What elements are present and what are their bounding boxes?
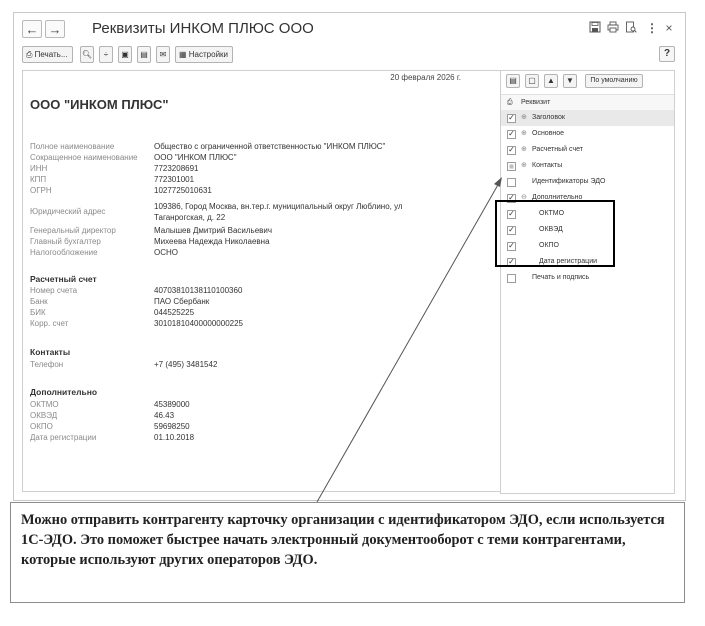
section-bank-title: Расчетный счет	[30, 274, 97, 284]
row-value: ОСНО	[154, 248, 178, 257]
magnifier-icon: 🔍︎	[81, 50, 93, 59]
section-contacts-title: Контакты	[30, 347, 71, 357]
row-label: ОГРН	[30, 186, 52, 195]
row-label: Дата регистрации	[30, 433, 97, 442]
row-value: Михеева Надежда Николаевна	[154, 237, 270, 246]
row-value: 30101810400000000225	[154, 319, 243, 328]
checkbox[interactable]: ✓	[508, 145, 515, 154]
row-label: Генеральный директор	[30, 226, 116, 235]
panel-row-label: Дата регистрации	[539, 258, 598, 265]
document-date: 20 февраля 2026 г.	[390, 73, 461, 82]
row-label: Корр. счет	[30, 319, 69, 328]
checkbox[interactable]: ✓	[508, 225, 515, 234]
row-value: ПАО Сбербанк	[154, 297, 210, 306]
row-label: Налогообложение	[30, 248, 98, 257]
row-label: БИК	[30, 308, 46, 317]
expand-icon[interactable]: ⊕	[521, 114, 527, 121]
row-value: +7 (495) 3481542	[154, 360, 218, 369]
panel-row-label: Печать и подпись	[532, 274, 590, 281]
row-label: ОКТМО	[30, 400, 59, 409]
row-label: Банк	[30, 297, 48, 306]
row-value: 45389000	[154, 400, 190, 409]
row-value: 46.43	[154, 411, 175, 420]
help-button[interactable]: ?	[659, 46, 675, 62]
panel-row-label: Контакты	[532, 162, 563, 169]
checkbox[interactable]: ✓	[508, 129, 515, 138]
row-value: Общество с ограниченной ответственностью "ИНКОМ ПЛЮС"	[154, 142, 386, 151]
panel-row-label: ОКПО	[539, 242, 559, 249]
row-value: 01.10.2018	[154, 433, 195, 442]
panel-row-label: Расчетный счет	[532, 146, 583, 153]
settings-small-icon: ▦	[179, 50, 189, 59]
panel-row-label: Идентификаторы ЭДО	[532, 178, 606, 185]
column-header-label: Реквизит	[521, 99, 551, 106]
expand-icon[interactable]: ⊕	[521, 162, 527, 169]
row-label: ИНН	[30, 164, 48, 173]
row-value: 59698250	[154, 422, 190, 431]
row-label: Телефон	[30, 360, 64, 369]
row-value: 044525225	[154, 308, 195, 317]
row-label: ОКПО	[30, 422, 53, 431]
row-label: Юридический адрес	[30, 207, 106, 216]
print-small-icon: ⎙	[26, 50, 35, 59]
checkbox[interactable]: ✓	[508, 113, 515, 122]
settings-button-label: Настройки	[188, 50, 229, 59]
checkbox[interactable]: ✓	[508, 257, 515, 266]
row-value: Малышев Дмитрий Васильевич	[154, 226, 273, 235]
address-line1: 109386, Город Москва, вн.тер.г. муниципальный округ Люблино, ул	[154, 202, 403, 211]
row-label: Номер счета	[30, 286, 78, 295]
row-label: Сокращенное наименование	[30, 153, 138, 162]
print-column-icon: ⎙	[507, 99, 513, 106]
default-button[interactable]: По умолчанию	[585, 74, 643, 88]
paste-icon: ▢	[528, 76, 536, 85]
row-value: 40703810138110100360	[154, 286, 243, 295]
row-label: Полное наименование	[30, 142, 115, 151]
row-value: 1027725010631	[154, 186, 212, 195]
print-button-label: Печать...	[34, 50, 68, 59]
row-label: Главный бухгалтер	[30, 237, 101, 246]
collapse-icon[interactable]: ⊖	[521, 194, 527, 201]
panel-row-label: Дополнительно	[532, 194, 583, 201]
section-extra-title: Дополнительно	[30, 387, 98, 397]
callout-note: Можно отправить контрагенту карточку организации с идентификатором ЭДО, если используется 1С-ЭДО. Это поможет быстрее начать электронный документооборот с теми контрагентами, которые используют других операторов ЭДО.	[10, 502, 685, 603]
expand-icon[interactable]: ⊕	[521, 146, 527, 153]
checkbox[interactable]: ✓	[508, 193, 515, 202]
copy-icon: ▣	[121, 50, 129, 59]
close-icon[interactable]: ×	[665, 21, 673, 35]
more-icon[interactable]: ⋮	[646, 21, 658, 35]
address-line2: Таганрогская, д. 22	[154, 213, 226, 222]
row-value: ООО "ИНКОМ ПЛЮС"	[154, 153, 237, 162]
panel-row-label: Основное	[532, 130, 565, 137]
split-icon: ÷	[103, 50, 109, 59]
row-value: 772301001	[154, 175, 195, 184]
row-label: ОКВЭД	[30, 411, 58, 420]
checkbox[interactable]: ✓	[508, 209, 515, 218]
panel-row-label: ОКВЭД	[539, 226, 563, 233]
expand-icon[interactable]: ⊕	[521, 130, 527, 137]
row-value: 7723208691	[154, 164, 199, 173]
arrow-up-icon: ▲	[547, 76, 555, 85]
copy-icon: ▤	[509, 76, 517, 85]
envelope-icon: ✉	[159, 50, 167, 59]
floppy-icon: ▤	[140, 50, 148, 59]
forward-button[interactable]: →	[45, 20, 65, 38]
back-button[interactable]: ←	[22, 20, 42, 38]
org-name: ООО "ИНКОМ ПЛЮС"	[30, 97, 169, 112]
panel-row-label: Заголовок	[532, 114, 565, 121]
checkbox[interactable]: ✓	[508, 241, 515, 250]
arrow-down-icon: ▼	[566, 76, 574, 85]
window-title: Реквизиты ИНКОМ ПЛЮС ООО	[92, 20, 314, 37]
row-label: КПП	[30, 175, 47, 184]
panel-row-label: ОКТМО	[539, 210, 565, 217]
